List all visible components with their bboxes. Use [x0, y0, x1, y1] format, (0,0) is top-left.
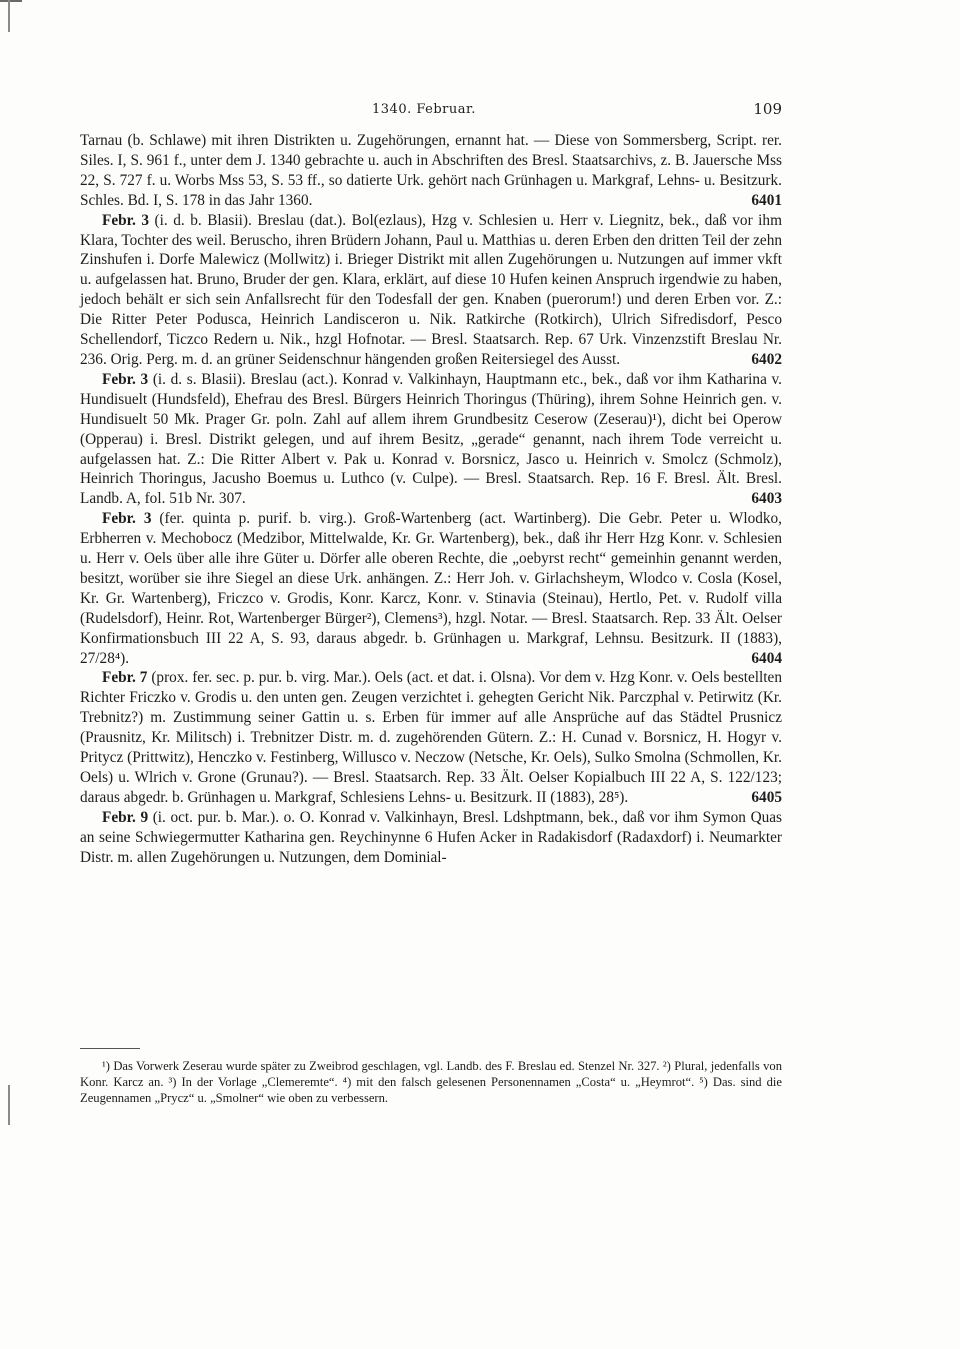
entry-6402	[80, 211, 782, 370]
entry-6404	[80, 509, 782, 668]
entry-6406	[80, 808, 782, 868]
footnote-divider	[80, 1048, 140, 1049]
entry-6405	[80, 668, 782, 807]
scan-edge-mark	[0, 0, 22, 2]
entry-text: (i. d. b. Blasii). Breslau (dat.). Bol(ezlaus), Hzg v. Schlesien u. Herr v. Liegnitz, bek., daß vor ihm Klara, Tochter des weil. Beruscho, ihren Brüdern Johann, Paul u. Matthias u. deren Erben den dritten Teil der zehn Zinshufen i. Dorfe Malewicz (Mollwitz) i. Brieger Distrikt mit allen Zugehörungen u. Nutzungen auf immer vkft u. aufgelassen hat. Bruno, Bruder der gen. Klara, erklärt, auf diese 10 Hufen keinen Anspruch irgendwie zu haben, jedoch behält er sich sein Anfallsrecht für den Todesfall der gen. Knaben (puerorum!) und deren Erben vor. Z.: Die Ritter Peter Podusca, Heinrich Landisceron u. Nik. Ratkirche (Rotkirch), Ulrich Sifredisdorf, Pesco Schellendorf, Ticzco Redern u. Nik., hzgl Hofnotar. — Bresl. Staatsarch. Rep. 67 Urk. Vinzenzstift Breslau Nr. 236. Orig. Perg. m. d. an grüner Seidenschnur hängenden großen Reitersiegel des Ausst.	[80, 211, 782, 368]
entry-date: Febr. 3	[102, 211, 150, 229]
scan-edge-mark	[8, 0, 10, 32]
entry-number: 6404	[751, 649, 782, 667]
page-header	[80, 100, 782, 122]
page-number: 109	[753, 100, 782, 118]
entry-text: (i. oct. pur. b. Mar.). o. O. Konrad v. Valkinhayn, Bresl. Ldshptmann, bek., daß vor ihm Symon Quas an seine Schwiegermutter Katharina gen. Reychinynne 6 Hufen Acker in Radakisdorf (Radaxdorf) i. Neumarkter Distr. m. allen Zugehörungen u. Nutzungen, dem Dominial-	[80, 808, 783, 866]
entry-text: (i. d. s. Blasii). Breslau (act.). Konrad v. Valkinhayn, Hauptmann etc., bek., daß vor ihm Katharina v. Hundisuelt (Hundsfeld), Ehefrau des Bresl. Bürgers Heinrich Thoringus (Thüring), ihrem Sohne Heinrich gen. v. Hundisuelt 50 Mk. Prager Gr. poln. Zahl auf allem ihrem Grundbesitz Ceserow (Zeserau)¹), dicht bei Operow (Opperau) i. Bresl. Distrikt gelegen, und auf ihrem Besitz, „gerade“ genannt, nach ihrem Tode verreicht u. aufgelassen hat. Z.: Die Ritter Albert v. Pak u. Konrad v. Borsnicz, Jasco u. Heinrich v. Smolcz (Schmolz), Heinrich Thoringus, Jacusho Boemus u. Luthco (v. Culpe). — Bresl. Staatsarch. Rep. 16 F. Bresl. Ält. Bresl. Landb. A, fol. 51b Nr. 307.	[80, 370, 783, 508]
entry-continuation	[80, 131, 782, 211]
entry-date: Febr. 3	[102, 510, 152, 528]
footnote-text: ¹) Das Vorwerk Zeserau wurde später zu Zweibrod geschlagen, vgl. Landb. des F. Breslau ed. Stenzel Nr. 327. ²) Plural, jedenfalls von Konr. Karcz an. ³) In der Vorlage „Clemeremte“. ⁴) mit den falsch gelesenen Personennamen „Costa“ u. „Heymrot“. ⁵) Das. sind die Zeugennamen „Prycz“ u. „Smolner“ wie oben zu verbessern.	[80, 1059, 782, 1106]
entry-date: Febr. 7	[102, 669, 148, 687]
entry-number: 6403	[751, 490, 782, 508]
entry-number: 6401	[751, 191, 782, 209]
footnotes	[80, 1058, 782, 1107]
entry-date: Febr. 9	[102, 808, 149, 826]
scan-edge-mark	[8, 1085, 10, 1125]
entry-6403	[80, 370, 782, 509]
running-head: 1340. Februar.	[372, 102, 476, 117]
entry-text: (fer. quinta p. purif. b. virg.). Groß-Wartenberg (act. Wartinberg). Die Gebr. Peter u. Wlodko, Erbherren v. Mechobocz (Medzibor, Mittelwalde, Kr. Gr. Wartenberg), bek., daß ihr Herr Hzg Konr. v. Schlesien u. Herr v. Oels über alle ihre Güter u. Dörfer alle oberen Rechte, die „oebyrst recht“ gemeinhin genannt werden, besitzt, worüber sie ihre Siegel an diese Urk. anhängen. Z.: Herr Joh. v. Girlachsheym, Wlodco v. Cosla (Kosel, Kr. Gr. Wartenberg), Friczco v. Grodis, Konr. Karcz, Konr. v. Stinavia (Steinau), Hertlo, Pet. v. Rudolf villa (Rudelsdorf), Heinr. Rot, Wartenberger Bürger²), Clemens³), hzgl. Notar. — Bresl. Staatsarch. Rep. 33 Ält. Oelser Konfirmationsbuch III 22 A, S. 93, daraus abgedr. b. Grünhagen u. Markgraf, Lehnsu. Besitzurk. II (1883), 27/28⁴).	[80, 510, 782, 667]
main-text	[80, 131, 782, 868]
entry-number: 6405	[751, 788, 782, 806]
entry-text: (prox. fer. sec. p. pur. b. virg. Mar.). Oels (act. et dat. i. Olsna). Vor dem v. Hzg Konr. v. Oels bestellten Richter Friczko v. Grodis u. den unten gen. Zeugen verzichtet i. gehegten Gericht Nik. Parczphal v. Petirwitz (Kr. Trebnitz?) m. Zustimmung seiner Gattin u. s. Erben für immer auf alle Ansprüche auf das Städtel Prusnicz (Prausnitz, Kr. Militsch) i. Trebnitzer Distr. m. d. zugehörenden Gütern. Z.: H. Cunad v. Borsnicz, H. Hogyr v. Pritycz (Prittwitz), Henczko v. Festinberg, Willusco v. Neczow (Netsche, Kr. Oels), Sulko Smolna (Schmollen, Kr. Oels) u. Wlrich v. Grone (Grunau?). — Bresl. Staatsarch. Rep. 33 Ält. Oelser Kopialbuch III 22 A, S. 122/123; daraus abgedr. b. Grünhagen u. Markgraf, Schlesiens Lehns- u. Besitzurk. II (1883), 28⁵).	[80, 669, 782, 806]
entry-text: Tarnau (b. Schlawe) mit ihren Distrikten u. Zugehörungen, ernannt hat. — Diese von Sommersberg, Script. rer. Siles. I, S. 961 f., unter dem J. 1340 gebrachte u. auch in Abschriften des Bresl. Staatsarchivs, z. B. Jauersche Mss 22, S. 727 f. u. Worbs Mss 53, S. 53 ff., so datierte Urk. gehört nach Grünhagen u. Markgraf, Lehns- u. Besitzurk. Schles. Bd. I, S. 178 in das Jahr 1360.	[80, 132, 782, 209]
entry-number: 6402	[751, 350, 782, 368]
entry-date: Febr. 3	[102, 370, 149, 388]
